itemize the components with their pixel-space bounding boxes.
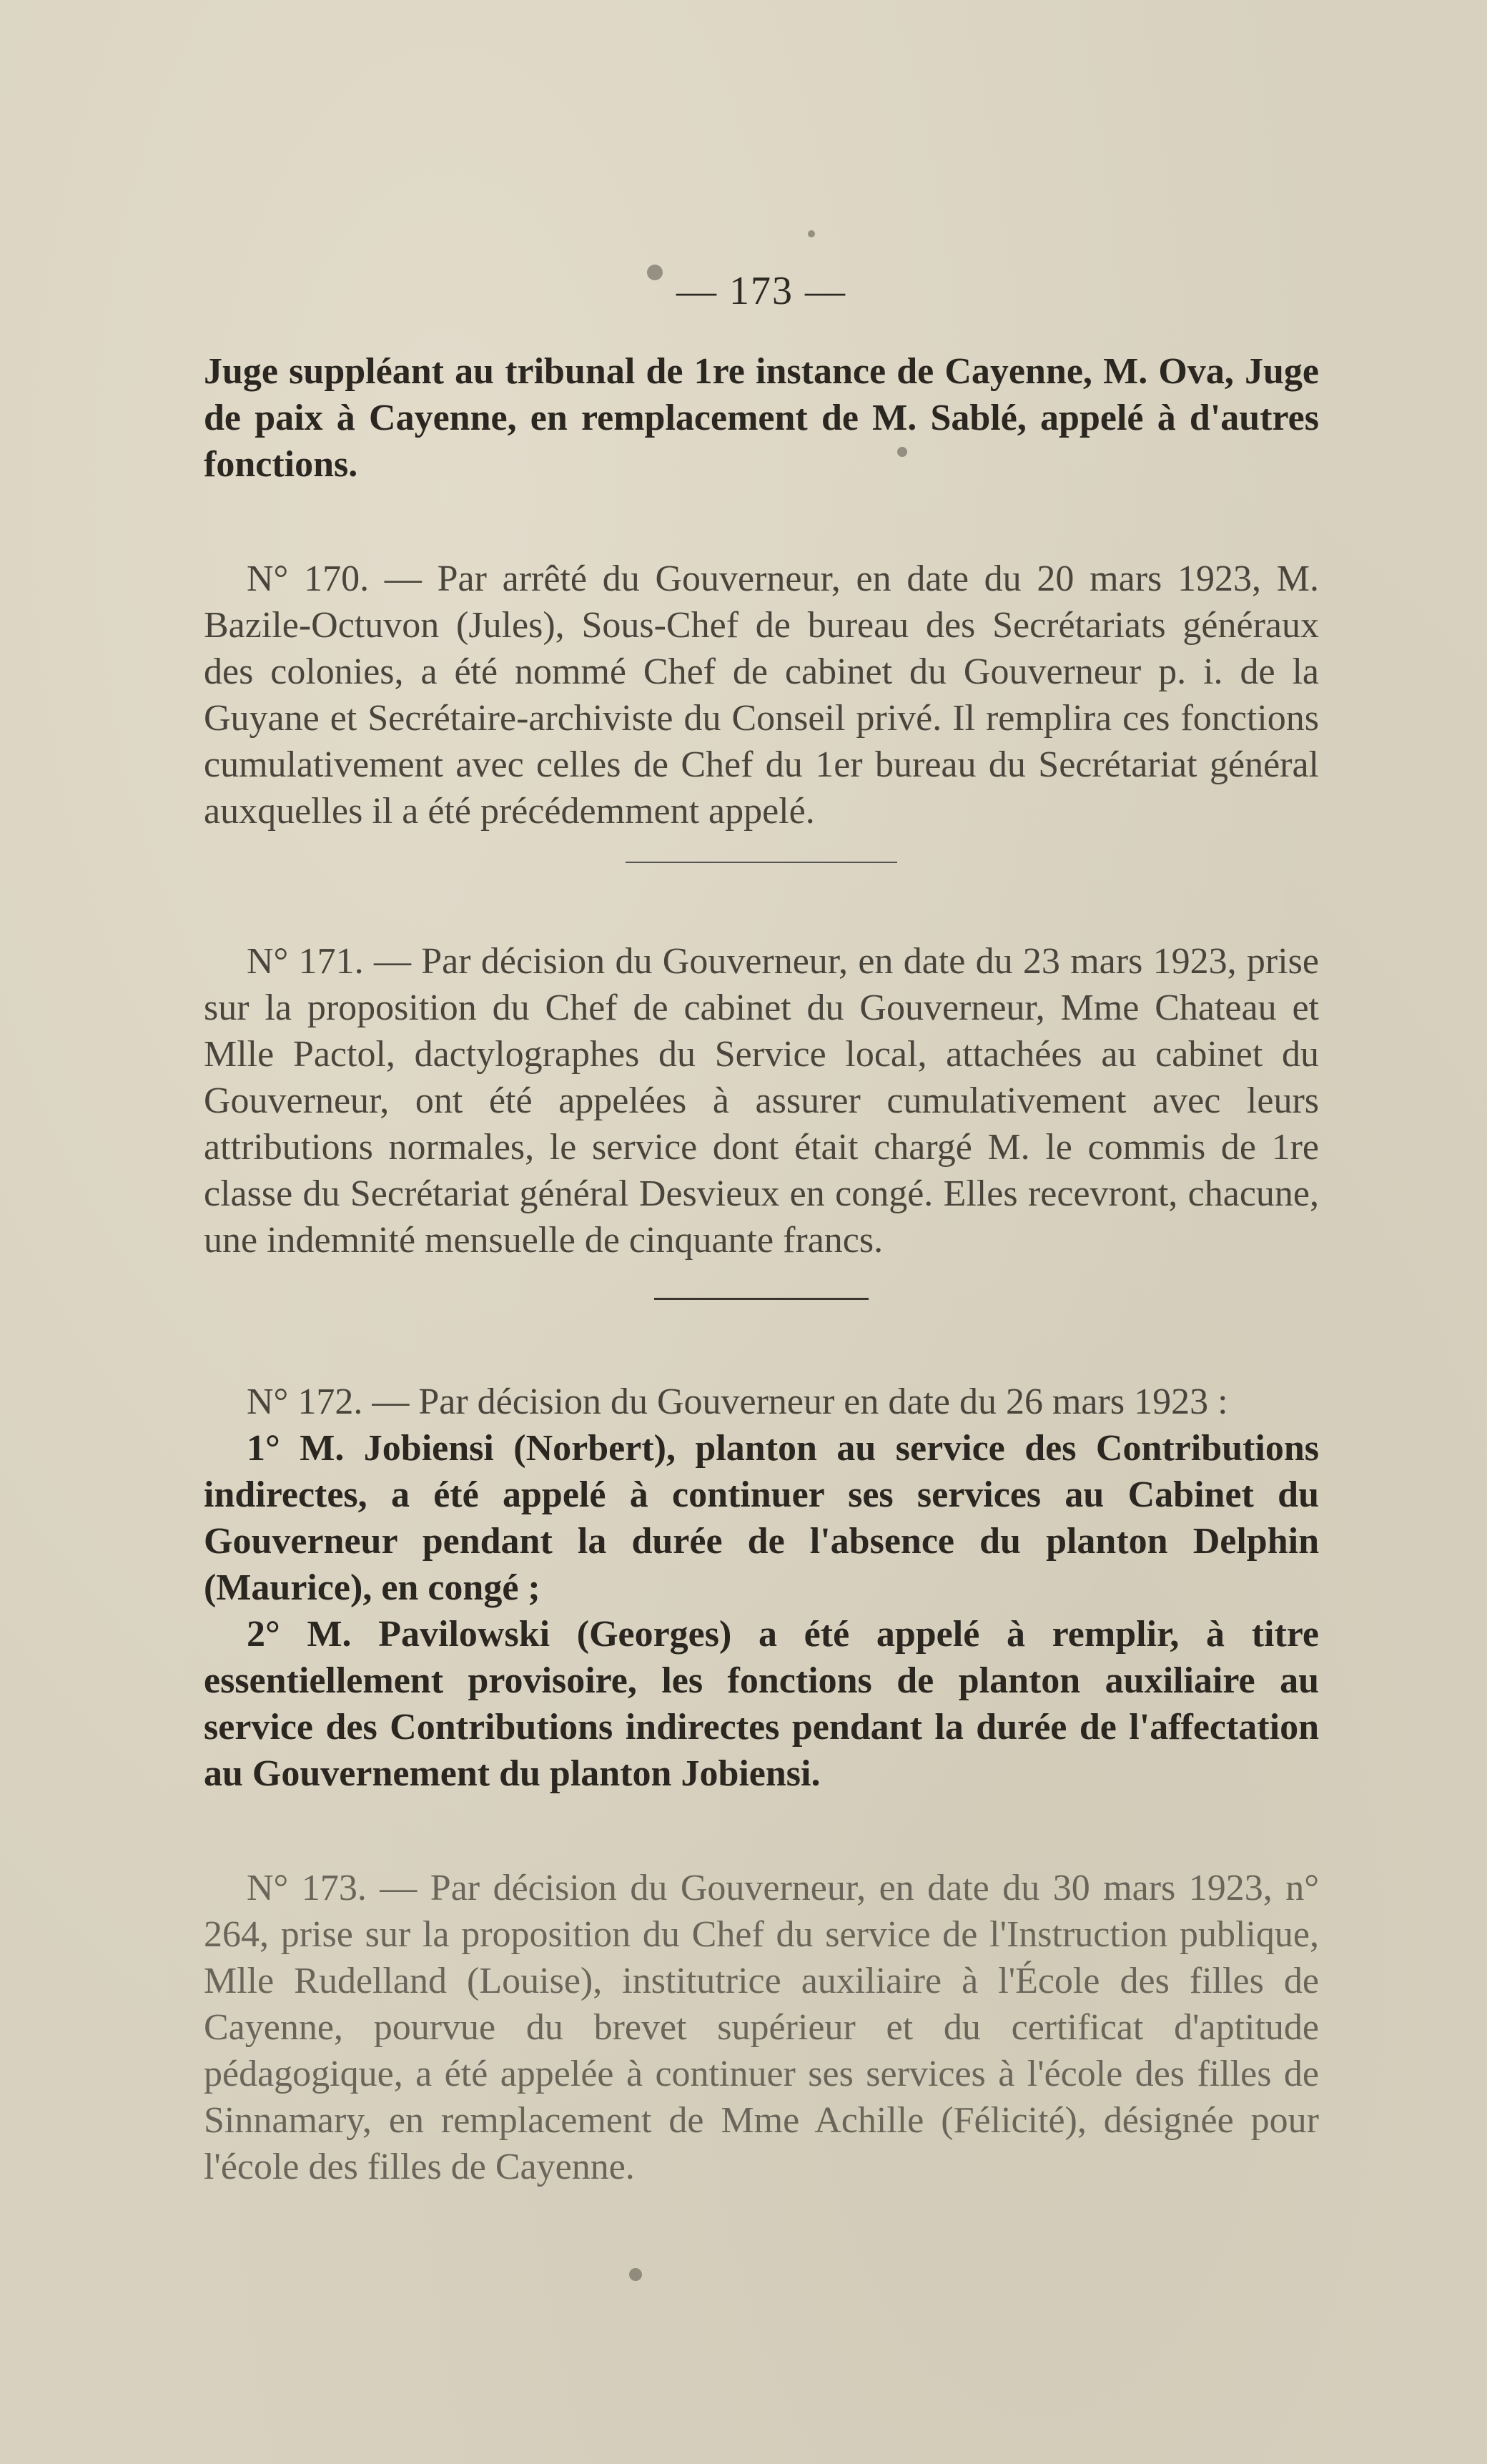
paragraph-decision-171: N° 171. — Par décision du Gouverneur, en date du 23 mars 1923, prise sur la proposition du Chef de cabinet du Gouverneur, Mme Chateau et Mlle Pactol, dactylographes du Service local, attachées au cabinet du Gouverneur, ont été appelées à assurer cumulativement avec leurs attributions normales, le service dont était chargé M. le commis de 1re classe du Secrétariat général Desvieux en congé. Elles recevront, chacune, une indemnité mensuelle de cinquante francs. [204, 941, 1319, 1261]
separator-rule [654, 1298, 869, 1300]
paragraph-decision-172-item-1: 1° M. Jobiensi (Norbert), planton au service des Contributions indirectes, a été appelé à continuer ses services au Cabinet du Gouverneur pendant la durée de l'absence du planton Delphin (Maurice), en congé ; [204, 1428, 1319, 1608]
paragraph-decision-170: N° 170. — Par arrêté du Gouverneur, en date du 20 mars 1923, M. Bazile-Octuvon (Jules), Sous-Chef de bureau des Secrétariats généraux des colonies, a été nommé Chef de cabinet du Gouverneur p. i. de la Guyane et Secrétaire-archiviste du Conseil privé. Il remplira ces fonctions cumulativement avec celles de Chef du 1er bureau du Secrétariat général auxquelles il a été précédemment appelé. [204, 558, 1319, 832]
paragraph-decision-172-intro: N° 172. — Par décision du Gouverneur en date du 26 mars 1923 : [247, 1381, 1228, 1422]
paragraph-decision-173: N° 173. — Par décision du Gouverneur, en date du 30 mars 1923, n° 264, prise sur la proposition du Chef du service de l'Instruction publique, Mlle Rudelland (Louise), institutrice auxiliaire à l'École des filles de Cayenne, pourvue du brevet supérieur et du certificat d'aptitude pédagogique, a été appelée à continuer ses services à l'école des filles de Sinnamary, en remplacement de Mme Achille (Félicité), désignée pour l'école des filles de Cayenne. [204, 1868, 1319, 2187]
separator-rule [626, 862, 897, 863]
paper-speck [629, 2268, 642, 2281]
paragraph-appointment-ova: Juge suppléant au tribunal de 1re instance de Cayenne, M. Ova, Juge de paix à Cayenne, en remplacement de M. Sablé, appelé à d'autres fonctions. [204, 351, 1319, 485]
paper-speck [808, 230, 815, 237]
paragraph-decision-172-item-2: 2° M. Pavilowski (Georges) a été appelé à remplir, à titre essentiellement provisoire, les fonctions de planton auxiliaire au service des Contributions indirectes pendant la durée de l'affectation au Gouvernement du planton Jobiensi. [204, 1614, 1319, 1794]
page-content [204, 268, 1319, 2190]
page-number: — 173 — [676, 269, 846, 313]
